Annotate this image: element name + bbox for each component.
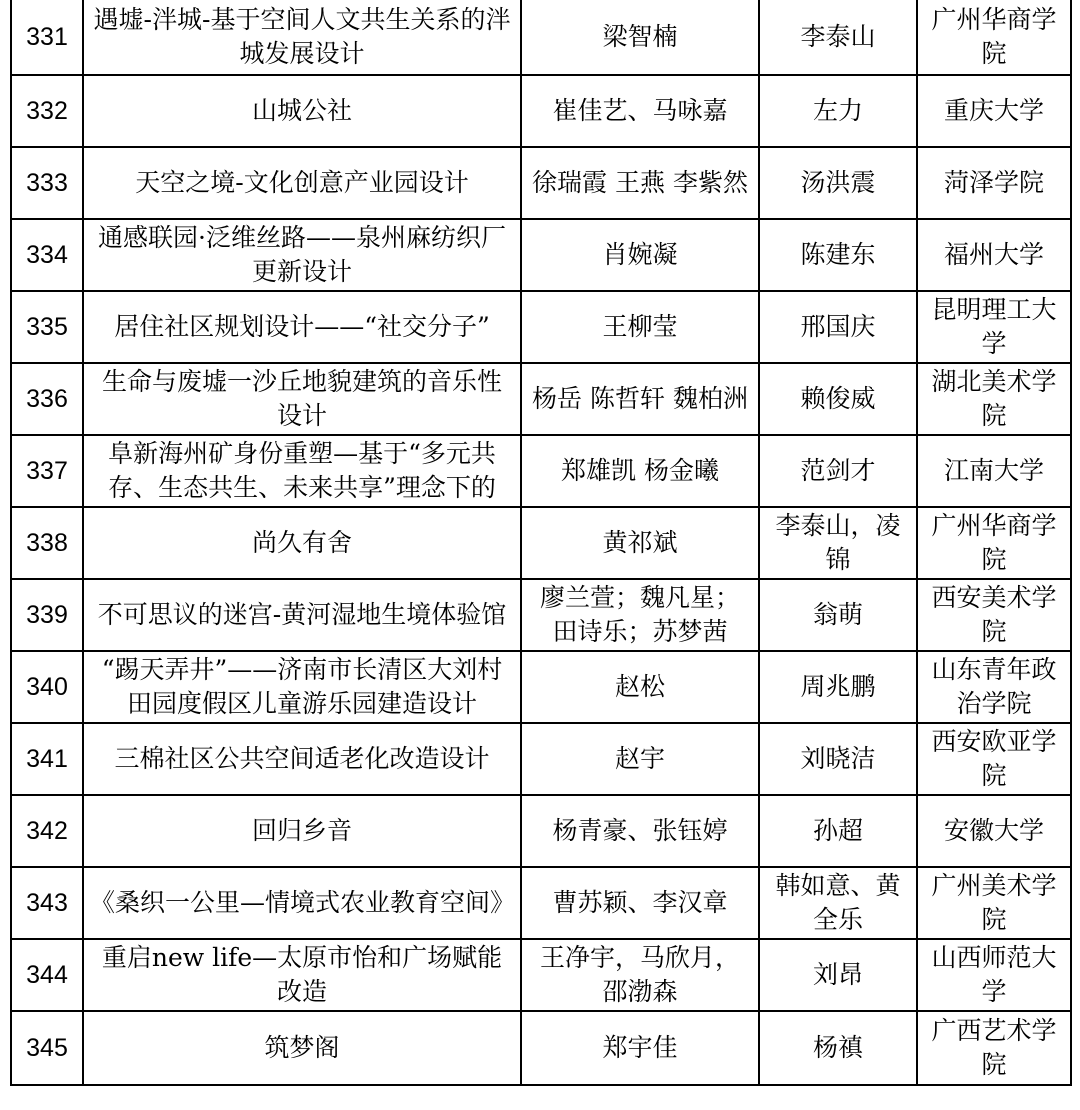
student-names-cell: 徐瑞霞 王燕 李紫然	[521, 147, 759, 219]
table-row	[11, 147, 1071, 219]
entry-number-cell: 333	[11, 147, 83, 219]
advisor-name-cell: 邢国庆	[759, 291, 917, 363]
table-row	[11, 435, 1071, 507]
advisor-name-cell: 赖俊威	[759, 363, 917, 435]
table-row	[11, 291, 1071, 363]
school-name-cell: 西安美术学院	[917, 579, 1071, 651]
entry-number-cell: 339	[11, 579, 83, 651]
school-name-cell: 广州华商学院	[917, 0, 1071, 75]
advisor-name-cell: 韩如意、黄全乐	[759, 867, 917, 939]
student-names-cell: 王净宇，马欣月，邵渤森	[521, 939, 759, 1011]
entry-number-cell: 336	[11, 363, 83, 435]
table-row	[11, 219, 1071, 291]
table-row	[11, 507, 1071, 579]
entry-number-cell: 335	[11, 291, 83, 363]
entry-number-cell: 331	[11, 0, 83, 75]
school-name-cell: 广州华商学院	[917, 507, 1071, 579]
project-title-cell: 生命与废墟一沙丘地貌建筑的音乐性设计	[83, 363, 521, 435]
table-body	[11, 0, 1071, 1085]
project-title-cell: 筑梦阁	[83, 1011, 521, 1085]
student-names-cell: 肖婉凝	[521, 219, 759, 291]
project-title-cell: 通感联园·泛维丝路——泉州麻纺织厂更新设计	[83, 219, 521, 291]
advisor-name-cell: 周兆鹏	[759, 651, 917, 723]
table-row	[11, 939, 1071, 1011]
advisor-name-cell: 刘昂	[759, 939, 917, 1011]
table-row	[11, 651, 1071, 723]
student-names-cell: 郑宇佳	[521, 1011, 759, 1085]
advisor-name-cell: 李泰山	[759, 0, 917, 75]
table-row	[11, 579, 1071, 651]
student-names-cell: 赵宇	[521, 723, 759, 795]
school-name-cell: 湖北美术学院	[917, 363, 1071, 435]
table-row	[11, 1011, 1071, 1085]
student-names-cell: 梁智楠	[521, 0, 759, 75]
table-row	[11, 723, 1071, 795]
advisor-name-cell: 李泰山，凌锦	[759, 507, 917, 579]
student-names-cell: 黄祁斌	[521, 507, 759, 579]
student-names-cell: 杨青豪、张钰婷	[521, 795, 759, 867]
school-name-cell: 重庆大学	[917, 75, 1071, 147]
advisor-name-cell: 范剑才	[759, 435, 917, 507]
project-title-cell: 阜新海州矿身份重塑—基于“多元共存、生态共生、未来共享”理念下的	[83, 435, 521, 507]
project-title-cell: 天空之境-文化创意产业园设计	[83, 147, 521, 219]
advisor-name-cell: 汤洪震	[759, 147, 917, 219]
student-names-cell: 廖兰萱；魏凡星；田诗乐；苏梦茜	[521, 579, 759, 651]
student-names-cell: 郑雄凯 杨金曦	[521, 435, 759, 507]
table-row	[11, 0, 1071, 75]
school-name-cell: 江南大学	[917, 435, 1071, 507]
advisor-name-cell: 翁萌	[759, 579, 917, 651]
school-name-cell: 广西艺术学院	[917, 1011, 1071, 1085]
advisor-name-cell: 刘晓洁	[759, 723, 917, 795]
entry-number-cell: 338	[11, 507, 83, 579]
entry-number-cell: 342	[11, 795, 83, 867]
table-row	[11, 363, 1071, 435]
school-name-cell: 昆明理工大学	[917, 291, 1071, 363]
advisor-name-cell: 孙超	[759, 795, 917, 867]
school-name-cell: 菏泽学院	[917, 147, 1071, 219]
project-title-cell: 《桑织一公里—情境式农业教育空间》	[83, 867, 521, 939]
entry-number-cell: 337	[11, 435, 83, 507]
student-names-cell: 杨岳 陈哲轩 魏柏洲	[521, 363, 759, 435]
project-title-cell: 遇墟-泮城-基于空间人文共生关系的泮城发展设计	[83, 0, 521, 75]
project-title-cell: 重启new life—太原市怡和广场赋能改造	[83, 939, 521, 1011]
entry-number-cell: 341	[11, 723, 83, 795]
entry-number-cell: 340	[11, 651, 83, 723]
student-names-cell: 崔佳艺、马咏嘉	[521, 75, 759, 147]
entry-number-cell: 332	[11, 75, 83, 147]
advisor-name-cell: 左力	[759, 75, 917, 147]
table-row	[11, 867, 1071, 939]
advisor-name-cell: 杨禛	[759, 1011, 917, 1085]
project-title-cell: “踢天弄井”——济南市长清区大刘村 田园度假区儿童游乐园建造设计	[83, 651, 521, 723]
student-names-cell: 曹苏颖、李汉章	[521, 867, 759, 939]
advisor-name-cell: 陈建东	[759, 219, 917, 291]
project-title-cell: 居住社区规划设计——“社交分子”	[83, 291, 521, 363]
entry-number-cell: 334	[11, 219, 83, 291]
school-name-cell: 山西师范大学	[917, 939, 1071, 1011]
entry-number-cell: 343	[11, 867, 83, 939]
project-title-cell: 山城公社	[83, 75, 521, 147]
award-list-table	[10, 0, 1072, 1086]
project-title-cell: 尚久有舍	[83, 507, 521, 579]
entry-number-cell: 344	[11, 939, 83, 1011]
entry-number-cell: 345	[11, 1011, 83, 1085]
table-row	[11, 75, 1071, 147]
student-names-cell: 王柳莹	[521, 291, 759, 363]
table-row	[11, 795, 1071, 867]
school-name-cell: 安徽大学	[917, 795, 1071, 867]
student-names-cell: 赵松	[521, 651, 759, 723]
school-name-cell: 广州美术学院	[917, 867, 1071, 939]
school-name-cell: 山东青年政治学院	[917, 651, 1071, 723]
school-name-cell: 福州大学	[917, 219, 1071, 291]
project-title-cell: 不可思议的迷宫-黄河湿地生境体验馆	[83, 579, 521, 651]
school-name-cell: 西安欧亚学院	[917, 723, 1071, 795]
project-title-cell: 回归乡音	[83, 795, 521, 867]
project-title-cell: 三棉社区公共空间适老化改造设计	[83, 723, 521, 795]
